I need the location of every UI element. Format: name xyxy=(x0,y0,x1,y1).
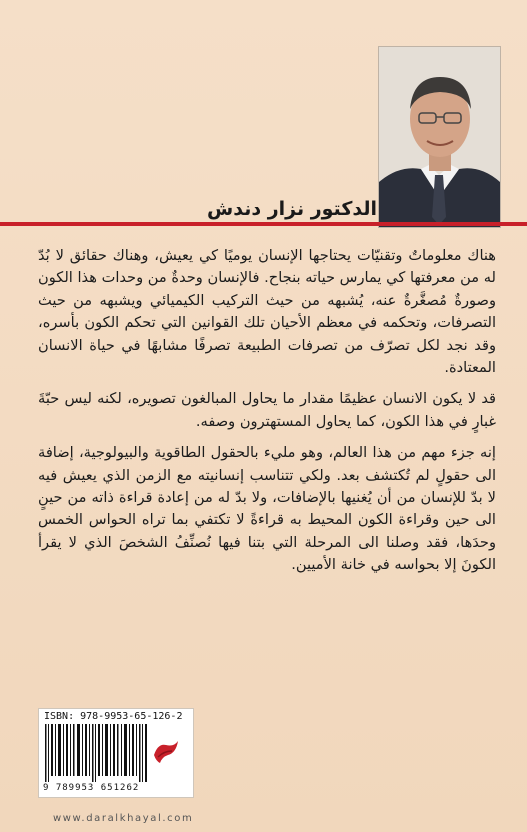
synopsis-paragraph-2: قد لا يكون الانسان عظيمًا مقدار ما يحاول المبالغون تصويره، لكنه ليس حبّةَ غبارٍ في هذا الكون، كما يحاول المستهترون وصفه. xyxy=(38,390,496,430)
synopsis-paragraph-3: إنه جزء مهم من هذا العالم، وهو مليء بالحقول الطاقوية والبيولوجية، إضافة الى حقولٍ لم تُكتشف بعد. ولكي تتناسب إنسانيته مع الزمن الذي يعيش فيه لا بدّ للإنسان من أن يُغنيها بالإضافات، ولا بدّ له من إعادة قراءة ذاته من حينٍ الى حين وقراءة الكون المحيط به قراءةً لا تكتفي بما تراه الحواس الخمس وحدَها، فقد وصلنا الى المرحلة التي بتنا فيها نُصنِّفُ الشخصَ الذي لا يقرأ الكونَ إلا بحواسه في خانة الأميين. xyxy=(38,444,496,574)
author-name: الدكتور نزار دندش xyxy=(207,198,377,220)
synopsis-text xyxy=(38,245,496,586)
isbn-label: ISBN: 978-9953-65-126-2 xyxy=(44,711,183,722)
synopsis-paragraph-1: هناك معلوماتٌ وتقنيّات يحتاجها الإنسان يوميًا كي يعيش، وهناك حقائق لا بُدّ له من معرفتها كي يمارس حياته بنجاح. فالإنسان وحدةٌ من وحدات هذا الكون وصورةٌ مُصغَّرةٌ عنه، يُشبهه من حيث التركيب الكيميائي ويشبهه من حيث التصرفات، وتحكمه في معظم الأحيان تلك القوانين التي تحكم الكون بأسره، وقد نجد لكل تصرّف من تصرفات الطبيعة تصرفًا مشابهًا في حياة الانسان المعتادة. xyxy=(38,247,496,377)
publisher-website: www.daralkhayal.com xyxy=(53,813,194,824)
red-divider-line xyxy=(0,222,527,226)
barcode-icon xyxy=(45,724,149,782)
author-band xyxy=(0,196,527,224)
barcode-number: 9 789953 651262 xyxy=(43,783,140,793)
publisher-logo-icon xyxy=(150,735,182,767)
